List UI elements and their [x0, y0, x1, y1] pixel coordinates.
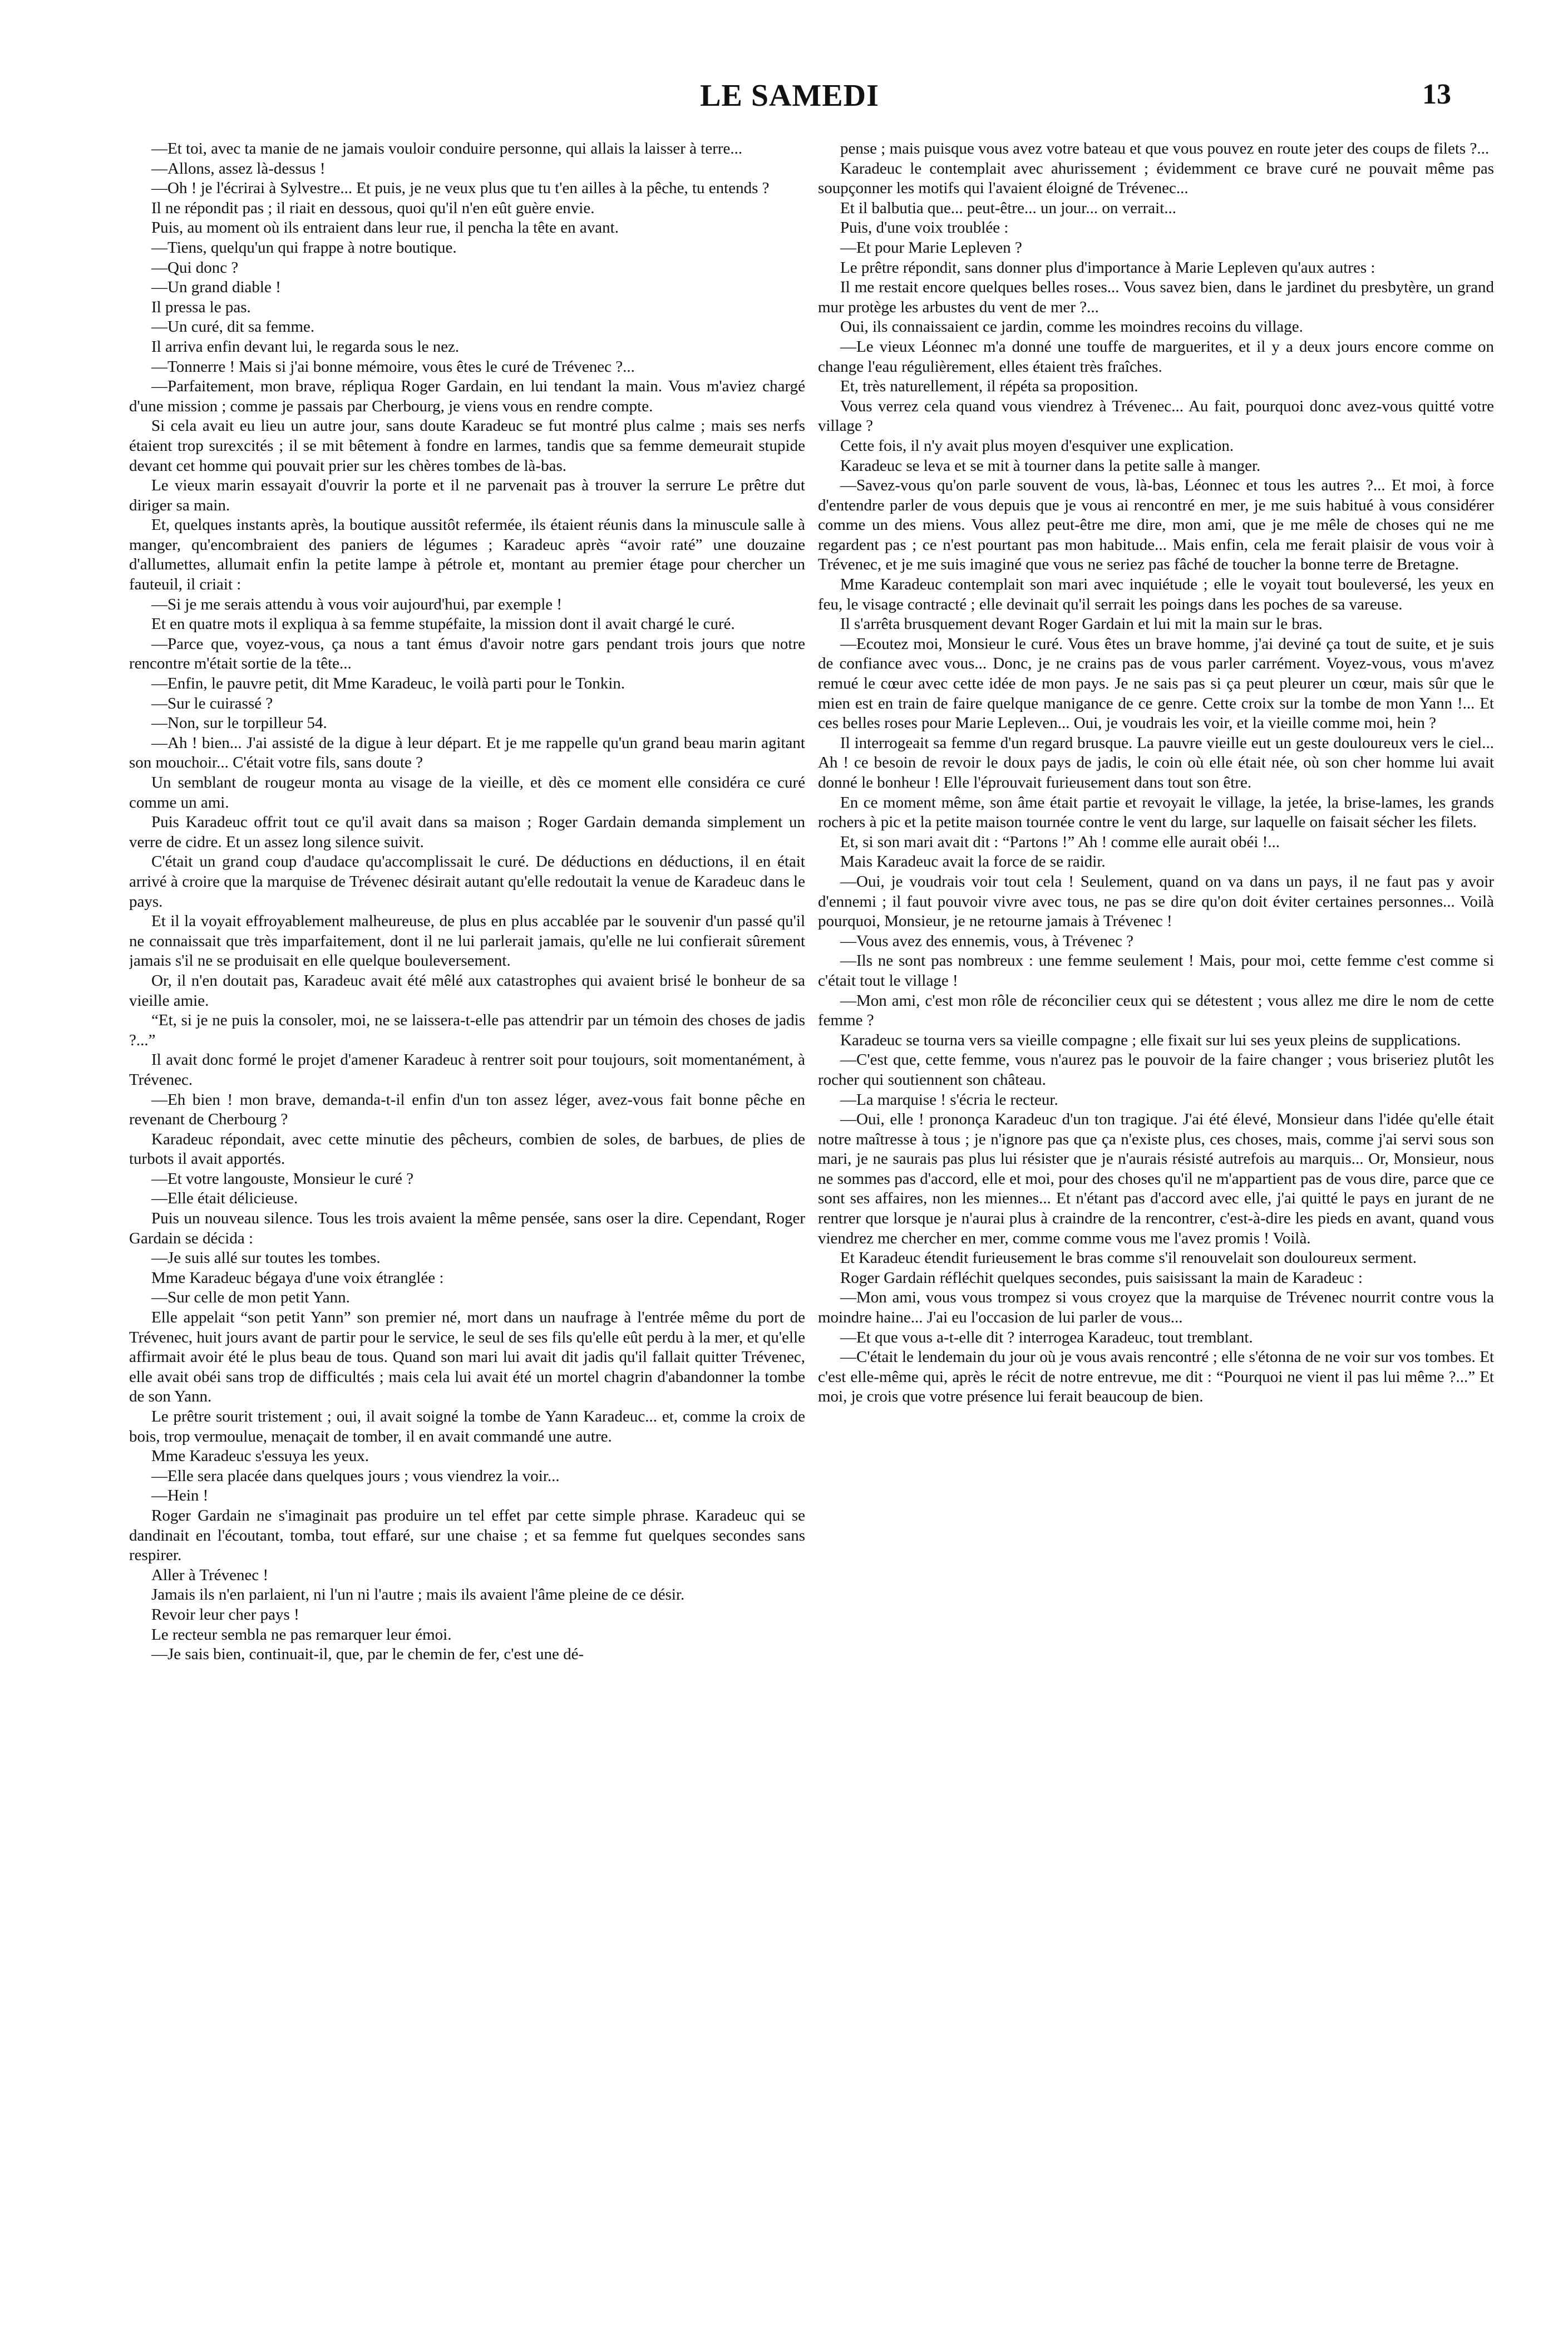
- paragraph: —Mon ami, c'est mon rôle de réconcilier ceux qui se détestent ; vous allez me dire le nom de cette femme ?: [818, 991, 1494, 1030]
- paragraph: —Si je me serais attendu à vous voir aujourd'hui, par exemple !: [151, 595, 563, 613]
- paragraph: pense ; mais puisque vous avez votre bateau et que vous pouvez en route jeter des coups de filets ?...: [840, 140, 1490, 158]
- paragraph: Karadeuc répondait, avec cette minutie des pêcheurs, combien de soles, de barbues, de plies de turbots il avait apportés.: [129, 1130, 805, 1168]
- paragraph: Roger Gardain réfléchit quelques secondes, puis saisissant la main de Karadeuc :: [840, 1268, 1363, 1287]
- paragraph: Aller à Trévenec !: [151, 1566, 269, 1584]
- paragraph: Mme Karadeuc bégaya d'une voix étranglée :: [151, 1268, 444, 1287]
- paragraph: Revoir leur cher pays !: [151, 1605, 299, 1624]
- paragraph: —Et votre langouste, Monsieur le curé ?: [151, 1169, 414, 1188]
- paragraph: Oui, ils connaissaient ce jardin, comme les moindres recoins du village.: [840, 318, 1303, 336]
- page-header: [128, 78, 1451, 128]
- paragraph: Karadeuc le contemplait avec ahurissement ; évidemment ce brave curé ne pouvait même pas soupçonner les motifs qui l'avaient éloigné de Trévenec...: [818, 159, 1494, 198]
- paragraph: —Ah ! bien... J'ai assisté de la digue à leur départ. Et je me rappelle qu'un grand beau marin agitant son mouchoir... C'était votre fils, sans doute ?: [129, 734, 805, 772]
- paragraph: —Savez-vous qu'on parle souvent de vous, là-bas, Léonnec et tous les autres ?... Et moi, à force d'entendre parler de vous depuis que je vous ai rencontré en mer, je me suis habitué à vous considérer comme un des miens. Vous allez peut-être me dire, mon ami, que je me mêle de choses qui ne me regardent pas ; ce n'est pourtant pas mon habitude... Mais enfin, cela me ferait plaisir de vous voir à Trévenec, et je me suis imaginé que vous ne seriez pas fâché de toucher la bonne terre de Bretagne.: [818, 476, 1494, 574]
- paragraph: C'était un grand coup d'audace qu'accomplissait le curé. De déductions en déductions, il en était arrivé à croire que la marquise de Trévenec désirait autant qu'elle redoutait la venue de Karadeuc dans le pays.: [129, 853, 805, 911]
- paragraph: —Eh bien ! mon brave, demanda-t-il enfin d'un ton assez léger, avez-vous fait bonne pêche en revenant de Cherbourg ?: [129, 1090, 805, 1129]
- paragraph: Puis Karadeuc offrit tout ce qu'il avait dans sa maison ; Roger Gardain demanda simplement un verre de cidre. Et un assez long silence suivit.: [129, 813, 805, 851]
- paragraph: —Et pour Marie Lepleven ?: [840, 238, 1022, 257]
- paragraph: Mme Karadeuc contemplait son mari avec inquiétude ; elle le voyait tout bouleversé, les yeux en feu, le visage contracté ; elle devinait qu'il serrait les poings dans les poches de sa vareuse.: [818, 576, 1494, 613]
- publication-title: LE SAMEDI: [700, 78, 879, 113]
- paragraph: Un semblant de rougeur monta au visage de la vieille, et dès ce moment elle considéra ce curé comme un ami.: [129, 774, 805, 811]
- paragraph: En ce moment même, son âme était partie et revoyait le village, la jetée, la brise-lames, les grands rochers à pic et la petite maison tournée contre le vent du large, sur laquelle on faisait sécher les filets.: [818, 793, 1494, 832]
- paragraph: Il interrogeait sa femme d'un regard brusque. La pauvre vieille eut un geste douloureux vers le ciel... Ah ! ce besoin de revoir le doux pays de jadis, le coin où elle était née, où son cher homme lui avait donné le bonheur ! Elle l'éprouvait furieusement dans tout son être.: [818, 734, 1494, 791]
- paragraph: Et, quelques instants après, la boutique aussitôt refermée, ils étaient réunis dans la minuscule salle à manger, qu'encombraient des paniers de légumes ; Karadeuc après “avoir raté” une douzaine d'allumettes, allumait enfin la petite lampe à pétrole et, montant au premier étage pour chercher un fauteuil, il criait :: [129, 516, 805, 594]
- paragraph: Karadeuc se tourna vers sa vieille compagne ; elle fixait sur lui ses yeux pleins de supplications.: [840, 1031, 1461, 1049]
- paragraph: —Tonnerre ! Mais si j'ai bonne mémoire, vous êtes le curé de Trévenec ?...: [151, 357, 635, 376]
- paragraph: Le prêtre répondit, sans donner plus d'importance à Marie Lepleven qu'aux autres :: [840, 258, 1375, 277]
- paragraph: Jamais ils n'en parlaient, ni l'un ni l'autre ; mais ils avaient l'âme pleine de ce désir.: [151, 1586, 685, 1604]
- paragraph: —C'est que, cette femme, vous n'aurez pas le pouvoir de la faire changer ; vous briseriez plutôt les rocher qui soutiennent son château.: [818, 1051, 1494, 1089]
- page-number: 13: [1422, 78, 1451, 110]
- paragraph: —Elle était délicieuse.: [151, 1189, 298, 1208]
- paragraph: —Sur le cuirassé ?: [151, 694, 273, 712]
- paragraph: “Et, si je ne puis la consoler, moi, ne se laissera-t-elle pas attendrir par un témoin des choses de jadis ?...”: [129, 1011, 805, 1049]
- paragraph: —Qui donc ?: [151, 258, 239, 277]
- paragraph: Et, si son mari avait dit : “Partons !” Ah ! comme elle aurait obéi !...: [840, 833, 1280, 851]
- paragraph: Il arriva enfin devant lui, le regarda sous le nez.: [151, 337, 460, 356]
- paragraph: Le prêtre sourit tristement ; oui, il avait soigné la tombe de Yann Karadeuc... et, comme la croix de bois, trop vermoulue, menaçait de tomber, il en avait commandé une autre.: [129, 1408, 805, 1445]
- paragraph: —Oui, elle ! prononça Karadeuc d'un ton tragique. J'ai été élevé, Monsieur dans l'idée qu'elle était notre maîtresse à tous ; je n'ignore pas que ça n'existe plus, ces choses, mais, comme j'ai servi sous son mari, je ne saurais pas plus lui résister que je n'aurais résisté autrefois au marquis... Or, Monsieur, nous ne sommes pas d'accord, elle et moi, pour des choses qu'il ne m'appartient pas de vous dire, parce que ce sont ses affaires, non les miennes... Et n'étant pas d'accord avec elle, j'ai quitté le pays en jurant de ne rentrer que lorsque je n'aurai plus à craindre de la rencontrer, c'est-à-dire les pieds en avant, quand vous viendrez me chercher en mer, comme comme vous me l'avez promis ! Voilà.: [818, 1110, 1494, 1247]
- paragraph: Mais Karadeuc avait la force de se raidir.: [840, 853, 1106, 871]
- paragraph: —C'était le lendemain du jour où je vous avais rencontré ; elle s'étonna de ne voir sur vos tombes. Et c'est elle-même qui, après le récit de notre entrevue, me dit : “Pourquoi ne vient il pas lui même ?...” Et moi, je crois que votre présence lui ferait beaucoup de bien.: [818, 1348, 1494, 1406]
- paragraph: Karadeuc se leva et se mit à tourner dans la petite salle à manger.: [840, 456, 1261, 475]
- paragraph: —Enfin, le pauvre petit, dit Mme Karadeuc, le voilà parti pour le Tonkin.: [151, 675, 625, 693]
- paragraph: —Tiens, quelqu'un qui frappe à notre boutique.: [151, 238, 457, 257]
- paragraph: Or, il n'en doutait pas, Karadeuc avait été mêlé aux catastrophes qui avaient brisé le bonheur de sa vieille amie.: [129, 971, 805, 1010]
- paragraph: —Je sais bien, continuait-il, que, par le chemin de fer, c'est une dé-: [151, 1645, 584, 1664]
- paragraph: Et en quatre mots il expliqua à sa femme stupéfaite, la mission dont il avait chargé le curé.: [151, 615, 735, 633]
- paragraph: —Ecoutez moi, Monsieur le curé. Vous êtes un brave homme, j'ai deviné ça tout de suite, et je suis de confiance avec vous... Donc, je ne crains pas de vous parler carrément. Voyez-vous, vous m'avez remué le cœur avec cette idée de mon pays. Je ne sais pas si ça peut pleurer un cœur, mais sûr que le mien est en train de faire quelque manigance de ce genre. Cette croix sur la tombe de mon Yann !... Et ces belles roses pour Marie Lepleven... Oui, je voudrais les voir, et la vieille comme moi, hein ?: [818, 635, 1494, 732]
- paragraph: Cette fois, il n'y avait plus moyen d'esquiver une explication.: [840, 436, 1234, 455]
- paragraph: —Parce que, voyez-vous, ça nous a tant émus d'avoir notre gars pendant trois jours que notre rencontre m'était sortie de la tête...: [129, 635, 805, 673]
- paragraph: —Oh ! je l'écrirai à Sylvestre... Et puis, je ne veux plus que tu t'en ailles à la pêche, tu entends ?: [151, 179, 770, 198]
- paragraph: —Oui, je voudrais voir tout cela ! Seulement, quand on va dans un pays, il ne faut pas y avoir d'ennemi ; il faut pouvoir vivre avec tous, ne pas se dire qu'on doit éviter certaines personnes... Voilà pourquoi, Monsieur, je ne retourne jamais à Trévenec !: [818, 872, 1494, 931]
- paragraph: —Le vieux Léonnec m'a donné une touffe de marguerites, et il y a deux jours encore comme on change l'eau régulièrement, elles étaient très fraîches.: [818, 337, 1494, 376]
- paragraph: —Parfaitement, mon brave, répliqua Roger Gardain, en lui tendant la main. Vous m'aviez chargé d'une mission ; comme je passais par Cherbourg, je viens vous en rendre compte.: [129, 377, 805, 415]
- paragraph: —Elle sera placée dans quelques jours ; vous viendrez la voir...: [151, 1467, 560, 1485]
- left-column: [129, 139, 805, 2310]
- paragraph: Il s'arrêta brusquement devant Roger Gardain et lui mit la main sur le bras.: [840, 615, 1323, 633]
- paragraph: Puis, au moment où ils entraient dans leur rue, il pencha la tête en avant.: [151, 219, 619, 237]
- paragraph: —Allons, assez là-dessus !: [151, 159, 326, 178]
- paragraph: Il ne répondit pas ; il riait en dessous, quoi qu'il n'en eût guère envie.: [151, 199, 595, 217]
- paragraph: —Et toi, avec ta manie de ne jamais vouloir conduire personne, qui allais la laisser à terre...: [151, 140, 743, 158]
- paragraph: Et Karadeuc étendit furieusement le bras comme s'il renouvelait son douloureux serment.: [840, 1249, 1417, 1267]
- paragraph: Il pressa le pas.: [151, 298, 251, 316]
- paragraph: Et il balbutia que... peut-être... un jour... on verrait...: [840, 199, 1177, 217]
- paragraph: Il avait donc formé le projet d'amener Karadeuc à rentrer soit pour toujours, soit momentanément, à Trévenec.: [129, 1051, 805, 1089]
- paragraph: Si cela avait eu lieu un autre jour, sans doute Karadeuc se fut montré plus calme ; mais ses nerfs étaient trop surexcités ; il se mit bêtement à fondre en larmes, tandis que sa femme demeurait stupide devant cet homme qui pouvait prier sur les chères tombes de là-bas.: [129, 417, 805, 475]
- paragraph: Roger Gardain ne s'imaginait pas produire un tel effet par cette simple phrase. Karadeuc qui se dandinait en l'écoutant, tomba, tout effaré, sur une chaise ; et sa femme fut quelques secondes sans respirer.: [129, 1506, 805, 1565]
- paragraph: —La marquise ! s'écria le recteur.: [840, 1090, 1058, 1109]
- paragraph: —Mon ami, vous vous trompez si vous croyez que la marquise de Trévenec nourrit contre vous la moindre haine... J'ai eu l'occasion de lui parler de vous...: [818, 1288, 1494, 1327]
- paragraph: Vous verrez cela quand vous viendrez à Trévenec... Au fait, pourquoi donc avez-vous quitté votre village ?: [818, 397, 1494, 435]
- paragraph: —Vous avez des ennemis, vous, à Trévenec ?: [840, 932, 1133, 950]
- right-column: [818, 139, 1494, 2310]
- paragraph: Et il la voyait effroyablement malheureuse, de plus en plus accablée par le souvenir d'un passé qu'il ne connaissait que très imparfaitement, dont il ne lui parlerait jamais, qu'elle ne lui confierait sûrement jamais s'il ne se produisait en elle quelque bouleversement.: [129, 912, 805, 970]
- paragraph: —Non, sur le torpilleur 54.: [151, 714, 327, 732]
- paragraph: —Je suis allé sur toutes les tombes.: [151, 1249, 381, 1267]
- paragraph: Puis, d'une voix troublée :: [840, 219, 1009, 237]
- paragraph: —Et que vous a-t-elle dit ? interrogea Karadeuc, tout tremblant.: [840, 1328, 1253, 1346]
- paragraph: —Ils ne sont pas nombreux : une femme seulement ! Mais, pour moi, cette femme c'est comme si c'était tout le village !: [818, 952, 1494, 990]
- paragraph: Mme Karadeuc s'essuya les yeux.: [151, 1447, 369, 1465]
- paragraph: —Sur celle de mon petit Yann.: [151, 1288, 350, 1307]
- paragraph: —Un curé, dit sa femme.: [151, 318, 315, 336]
- paragraph: Elle appelait “son petit Yann” son premier né, mort dans un naufrage à l'entrée même du port de Trévenec, huit jours avant de partir pour le service, le seul de ses fils qu'elle eût perdu à la mer, et qu'elle affirmait avoir été le plus beau de tous. Quand son mari lui avait dit jadis qu'il fallait quitter Trévenec, elle avait obéi sans trop de difficultés ; mais cela lui avait été un mortel chagrin d'abandonner la tombe de son Yann.: [129, 1309, 805, 1406]
- paragraph: Le recteur sembla ne pas remarquer leur émoi.: [151, 1625, 452, 1644]
- paragraph: —Un grand diable !: [151, 278, 281, 297]
- paragraph: Il me restait encore quelques belles roses... Vous savez bien, dans le jardinet du presbytère, un grand mur protège les arbustes du vent de mer ?...: [818, 278, 1494, 316]
- paragraph: Puis un nouveau silence. Tous les trois avaient la même pensée, sans oser la dire. Cependant, Roger Gardain se décida :: [129, 1209, 805, 1247]
- paragraph: Le vieux marin essayait d'ouvrir la porte et il ne parvenait pas à trouver la serrure Le prêtre dut diriger sa main.: [129, 476, 805, 514]
- paragraph: —Hein !: [151, 1487, 209, 1505]
- paragraph: Et, très naturellement, il répéta sa proposition.: [840, 377, 1138, 396]
